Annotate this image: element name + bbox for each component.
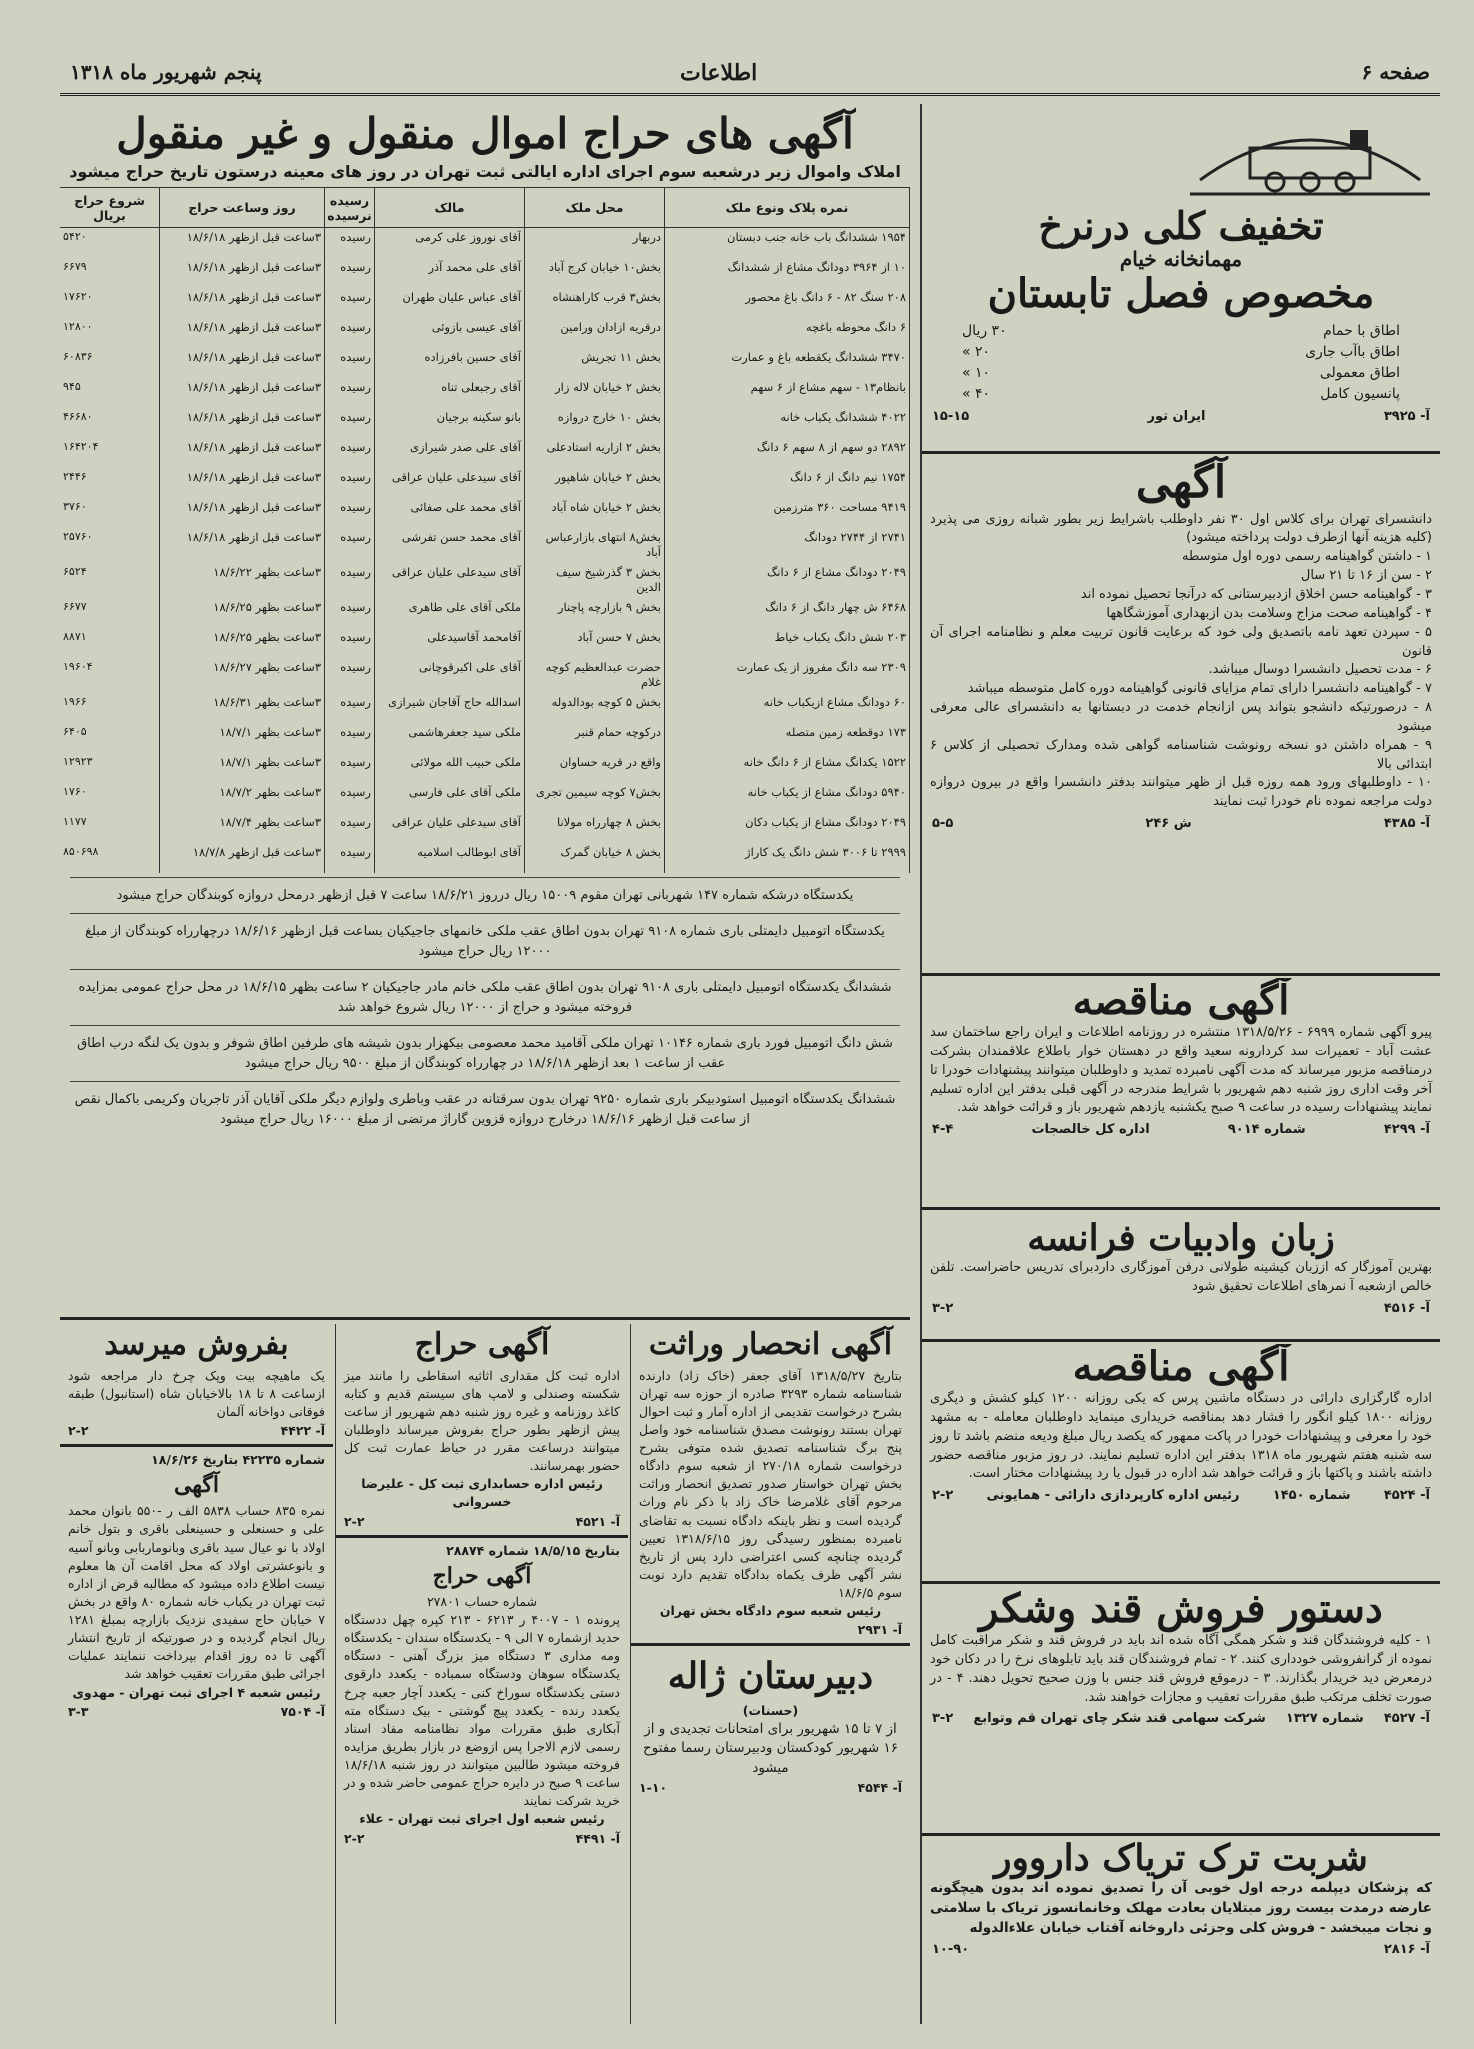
ad-reference: آ- ۴۵۲۷ شماره ۱۳۲۷ شرکت سهامی قند شکر چای تهران قم وتوابع ۳-۲	[932, 1711, 1430, 1727]
table-cell: ۹۴۵	[60, 378, 160, 408]
table-cell: ۳ساعت بظهر ۱۸/۷/۱	[160, 723, 325, 753]
tender-title: آگهی مناقصه	[1072, 1344, 1290, 1390]
table-cell: رسیده	[325, 528, 375, 563]
table-cell: آقای ابوطالب اسلامیه	[375, 843, 525, 873]
mirsad-title: بفروش میرسد	[104, 1327, 289, 1362]
table-cell: ۲۸۹۲ دو سهم از ۸ سهم ۶ دانگ	[665, 438, 910, 468]
auction-table-section	[60, 104, 910, 1320]
ad-reference: آ- ۴۴۲۲ ۲-۲	[60, 1421, 333, 1447]
table-cell: بانظام۱۳ - سهم مشاع از ۶ سهم	[665, 378, 910, 408]
table-cell: دربهار	[525, 228, 665, 258]
table-cell: بخش ۲ خیابان لاله زار	[525, 378, 665, 408]
table-cell: بانو سکینه برجیان	[375, 408, 525, 438]
table-cell: واقع در قریه حساوان	[525, 753, 665, 783]
table-cell: ۳ساعت بظهر ۱۸/۷/۲	[160, 783, 325, 813]
table-cell: آقای علی محمد آذر	[375, 258, 525, 288]
table-cell: آقامحمد آقاسیدعلی	[375, 628, 525, 658]
mirsad-notice-title: آگهی	[173, 1472, 220, 1498]
column-header: رسیده نرسیده	[325, 188, 375, 228]
ad-reference: آ- ۲۸۱۶ ۱۰-۹۰	[932, 1942, 1430, 1958]
table-cell: ۱۵۲۲ یکدانگ مشاع از ۶ دانگ خانه	[665, 753, 910, 783]
table-cell: ۳ساعت قبل ازظهر ۱۸/۶/۱۸	[160, 498, 325, 528]
table-cell: بخش ۵ کوچه بودالدوله	[525, 693, 665, 723]
column-header: مالک	[375, 188, 525, 228]
table-row	[60, 468, 910, 498]
tender-ad-1	[922, 978, 1440, 1210]
table-row	[60, 843, 910, 873]
table-cell: رسیده	[325, 468, 375, 498]
haraj-title: آگهی حراج	[414, 1327, 550, 1362]
table-row	[60, 753, 910, 783]
auction-note: شش دانگ اتومبیل فورد باری شماره ۱۰۱۴۶ تهران ملکی آقامید محمد معصومی بیکهزار بدون شیشه های طرفین اطاق شوفر و بدون یک لنگه درب اطاق عقب از ساعت ۱ بعد ازظهر ۱۸/۶/۱۸ در چهارراه کوبندگان از مبلغ ۹۵۰۰ ریال حراج میشود	[70, 1025, 900, 1081]
column-header: محل ملک	[525, 188, 665, 228]
table-cell: ۳ساعت بظهر ۱۸/۷/۴	[160, 813, 325, 843]
left-column	[60, 104, 910, 2024]
table-cell: ۳۴۷۰ ششدانگ یکقطعه باغ و عمارت	[665, 348, 910, 378]
right-column	[920, 104, 1440, 2024]
table-cell: ۱۰ از ۳۹۶۴ دودانگ مشاع از ششدانگ	[665, 258, 910, 288]
table-cell: ۲۳۰۹ سه دانگ مفروز از یک عمارت	[665, 658, 910, 693]
table-cell: بخش ۱۰ خارج دروازه	[525, 408, 665, 438]
mirsad-body: یک ماهیچه بیت وپک چرخ دار مراجعه شود ازساعت ۸ تا ۱۸ بالاخیابان شاه (استانبول) طبقه فوقانی دواخانه آلمان	[68, 1367, 326, 1419]
table-cell: بخش ۸ خیابان گمرک	[525, 843, 665, 873]
table-cell: آقای عیسی بازوئی	[375, 318, 525, 348]
table-cell: ۴۶۶۸۰	[60, 408, 160, 438]
table-cell: ۳ساعت قبل ازظهر ۱۸/۶/۱۸	[160, 228, 325, 258]
table-cell: ۳ساعت قبل ازظهر ۱۸/۶/۱۸	[160, 318, 325, 348]
table-cell: ملکی حبیب الله مولائی	[375, 753, 525, 783]
table-cell: ۸۵۰۶۹۸	[60, 843, 160, 873]
table-cell: ۶۰۸۳۶	[60, 348, 160, 378]
table-cell: ۳ساعت بظهر ۱۸/۶/۲۵	[160, 598, 325, 628]
table-cell: ۱۹۵۴ ششدانگ باب خانه جنب دبستان	[665, 228, 910, 258]
opium-body: که پزشکان دیپلمه درجه اول خوبی آن را تصدیق نموده اند بدون هیچگونه عارضه درمدت بیست روز مبتلایان بعادت مهلک وخانمانسوز تریاک با سلامتی و نجات میبخشد - فروش کلی وجزئی داروخانه آفتاب خیابان علاءالدوله	[930, 1880, 1432, 1936]
newspaper-name: اطلاعات	[680, 60, 758, 86]
table-cell: بخش۷ کوچه سیمین تجری	[525, 783, 665, 813]
table-cell: حضرت عبدالعظیم کوچه غلام	[525, 658, 665, 693]
table-cell: رسیده	[325, 723, 375, 753]
table-cell: آقای علی اکبرقوچانی	[375, 658, 525, 693]
table-cell: آقای سیدعلی علیان عراقی	[375, 563, 525, 598]
table-cell: بخش ۲ خیابان شاهپور	[525, 468, 665, 498]
table-cell: رسیده	[325, 498, 375, 528]
column-header: نمره پلاک ونوع ملک	[665, 188, 910, 228]
price-row: پانسیون کامل ۴۰ »	[962, 385, 1400, 402]
table-cell: بخش ۲ ازاریه استادعلی	[525, 438, 665, 468]
haraj-notice-signer: رئیس شعبه اول اجرای ثبت تهران - علاء	[359, 1811, 605, 1827]
table-cell: ۳ساعت قبل ازظهر ۱۸/۶/۱۸	[160, 468, 325, 498]
tender-title: آگهی مناقصه	[1072, 978, 1290, 1024]
haraj-notice-sub: شماره حساب ۲۷۸۰۱	[426, 1593, 538, 1609]
table-cell: ۱۷۳ دوقطعه زمین متصله	[665, 723, 910, 753]
table-cell: ۲۰۳ شش دانگ یکباب خیاط	[665, 628, 910, 658]
table-cell: ۳ساعت قبل ازظهر ۱۸/۶/۱۸	[160, 348, 325, 378]
mirsad-notice-number: شماره ۴۲۲۳۵ بتاریخ ۱۸/۶/۲۶	[151, 1451, 325, 1467]
table-cell: بخش۸ انتهای بازارعباس آباد	[525, 528, 665, 563]
table-cell: ۳ساعت بظهر ۱۸/۶/۲۵	[160, 628, 325, 658]
table-cell: رسیده	[325, 408, 375, 438]
table-cell: رسیده	[325, 813, 375, 843]
table-cell: ۱۷۶۲۰	[60, 288, 160, 318]
price-row: اطاق با حمام ۳۰ ریال	[962, 322, 1400, 339]
table-row	[60, 723, 910, 753]
table-cell: ۸۸۷۱	[60, 628, 160, 658]
table-cell: ۱۶۴۲۰۴	[60, 438, 160, 468]
table-cell: ۱۹۶۶	[60, 693, 160, 723]
table-cell: رسیده	[325, 753, 375, 783]
table-cell: ۴۰۲۲ ششدانگ یکباب خانه	[665, 408, 910, 438]
zhaleh-subtitle: (حسنات)	[742, 1702, 799, 1718]
table-cell: ۶۴۶۸ ش چهار دانگ از ۶ دانگ	[665, 598, 910, 628]
sugar-body: ۱ - کلیه فروشندگان قند و شکر همگی آگاه شده اند باید در فروش قند و شکر مراقبت کامل نموده از گرانفروشی خودداری کنند. ۲ - تمام فروشندگان قند باید تابلوهای نرخ را در دکان خود درمعرض دید خریدار بگذارند. ۳ - درموقع فروش قند جنس با وزن صحیح تحویل دهند. ۴ - در صورت تخلف مرتکب طبق مقررات تعقیب و مجازات خواهند شد.	[930, 1633, 1432, 1705]
table-cell: ۶۰ دودانگ مشاع ازیکباب خانه	[665, 693, 910, 723]
table-cell: درکوچه حمام قنبر	[525, 723, 665, 753]
page-number: صفحه ۶	[1361, 60, 1430, 84]
table-cell: ۲۰۸ سنگ ۸۲ - ۶ دانگ باغ محصور	[665, 288, 910, 318]
table-row	[60, 693, 910, 723]
table-cell: ۱۷۵۴ نیم دانگ از ۶ دانگ	[665, 468, 910, 498]
table-cell: بخش۱۰ خیابان کرج آباد	[525, 258, 665, 288]
issue-date: پنجم شهریور ماه ۱۳۱۸	[70, 60, 262, 84]
tender-body: اداره گارگزاری دارائی در دستگاه ماشین پرس که یکی روزانه ۱۲۰۰ کیلو کشش و دیگری روزانه ۱۸۰۰ کیلو انگور را فشار دهد بمناقصه خریداری مینماید داوطلبان معامله - به مشهد خود را معرفی و پیشنهادات خودرا در پاکت ممهور که یکصد ریال مبلغ ودیعه منضم باشد تا روز سه شنبه هفتم شهریور ماه ۱۳۱۸ بدفتر این اداره تسلیم نمایند. در روز مزبور مناقصه حضور داشته باشند و پاکتها باز و قرائت خواهد شد اداره در قبول یا رد پیشنهادات مختار است.	[930, 1391, 1432, 1482]
table-cell: رسیده	[325, 598, 375, 628]
table-row	[60, 598, 910, 628]
table-row	[60, 288, 910, 318]
table-cell: رسیده	[325, 438, 375, 468]
table-cell: بخش ۹ بازارچه پاچنار	[525, 598, 665, 628]
table-row	[60, 658, 910, 693]
table-row	[60, 258, 910, 288]
table-cell: بخش ۸ چهارراه مولانا	[525, 813, 665, 843]
table-cell: ۲۰۴۹ دودانگ مشاع از یکباب دکان	[665, 813, 910, 843]
table-cell: آقای نوروز علی کرمی	[375, 228, 525, 258]
table-cell: رسیده	[325, 318, 375, 348]
table-cell: رسیده	[325, 783, 375, 813]
price-row: اطاق معمولی ۱۰ »	[962, 364, 1400, 381]
table-cell: رسیده	[325, 693, 375, 723]
ad-reference: آ- ۴۵۱۶ ۳-۲	[932, 1301, 1430, 1317]
table-cell: ۳ساعت قبل ازظهر ۱۸/۶/۱۸	[160, 378, 325, 408]
zhaleh-body: از ۷ تا ۱۵ شهریور برای امتحانات تجدیدی و از ۱۶ شهریور کودکستان ودبیرستان رسما مفتوح میشود	[643, 1720, 898, 1776]
french-body: بهترین آموزگار که اززبان کیشینه طولانی درفن آموزگاری داردبرای تدریس حاضراست. تلفن خالص ازشعبه آ نمرهای اطلاعات تحقیق شود	[930, 1260, 1432, 1295]
table-cell: آقای حسین بافرزاده	[375, 348, 525, 378]
for-sale-ad	[60, 1324, 333, 2024]
train-logo-icon	[1180, 110, 1440, 200]
ad-reference: آ- ۳۹۲۵ ایران تور ۱۵-۱۵	[932, 408, 1430, 424]
auction-title: آگهی های حراج اموال منقول و غیر منقول	[116, 109, 854, 158]
khayam-hotel-ad	[922, 104, 1440, 454]
table-cell: رسیده	[325, 843, 375, 873]
table-cell: آقای محمد حسن تفرشی	[375, 528, 525, 563]
table-cell: ملکی آقای علی طاهری	[375, 598, 525, 628]
table-cell: بخش ۳ گذرشیخ سیف الدین	[525, 563, 665, 598]
auction-table	[60, 187, 910, 873]
mirsad-notice-signer: رئیس شعبه ۴ اجرای ثبت تهران - مهدوی	[72, 1684, 321, 1700]
table-cell: آقای محمد علی صفائی	[375, 498, 525, 528]
table-cell: ۲۵۷۶۰	[60, 528, 160, 563]
table-cell: آقای علی صدر شیرازی	[375, 438, 525, 468]
ad-reference: آ- ۴۲۹۹ شماره ۹۰۱۴ اداره کل خالصجات ۴-۴	[932, 1122, 1430, 1138]
table-cell: ۳ساعت قبل ازظهر ۱۸/۷/۸	[160, 843, 325, 873]
table-cell: ۶۵۲۴	[60, 563, 160, 598]
auction-note: ششدانگ یکدستگاه اتومبیل دایمتلی باری ۹۱۰۸ تهران بدون اطاق عقب ملکی خانم مادر جاجیکیان ۲ ساعت بظهر ۱۸/۶/۱۵ در محل حراج عمومی بمزایده فروخته میشود و حراج از ۱۲۰۰۰ ریال شروع خواهد شد	[70, 969, 900, 1025]
inheritance-signer: رئیس شعبه سوم دادگاه بخش تهران	[659, 1603, 882, 1619]
table-cell: بخش ۱۱ تجریش	[525, 348, 665, 378]
table-row	[60, 498, 910, 528]
table-cell: ۶۶۷۷	[60, 598, 160, 628]
sugar-title: دستور فروش قند وشکر	[979, 1586, 1383, 1632]
table-cell: رسیده	[325, 228, 375, 258]
table-row	[60, 378, 910, 408]
auction-notice-ad	[335, 1324, 628, 2024]
table-cell: ۹۴۱۹ مساحت ۳۶۰ مترزمین	[665, 498, 910, 528]
ad-reference: آ- ۴۳۸۵ ش ۲۴۶ ۵-۵	[932, 816, 1430, 832]
table-cell: ۲۰۴۹ دودانگ مشاع از ۶ دانگ	[665, 563, 910, 598]
table-cell: ملکی سید جعفرهاشمی	[375, 723, 525, 753]
ad-reference: آ- ۴۴۹۱ ۲-۲	[344, 1830, 620, 1846]
auction-table-body	[60, 228, 910, 873]
inheritance-ad	[630, 1324, 910, 2024]
haraj-notice-body: پرونده ۱ - ۴۰۰۷ ر ۶۲۱۳ - ۲۱۳ کپره چهل ددستگاه حدید ازشماره ۷ الی ۹ - یکدستگاه سندان - یکدستگاه ومه مداری ۳ دستگاه میز بزرگ آهنی - دستگاه یکدستگاه سوهان ودستگاه سمباده - یکعدد دارقوی دستی یکدستگاه سوراخ کنی - یکعدد آچار جعبه چرخ یکعدد رنده - یکعدد پیچ گوشتی - بیک دستگاه مته آبکاری طبق مقررات مواد نظامنامه مفاد اسناد رسمی لازم الاجرا پس ازوضع در بازار بطریق مزایده فروخته میشود طالبین میتوانند در روز شنبه ۱۸/۶/۱۸ ساعت ۹ صبح در دایره حراج عمومی حاضر شده و در خرید شرکت نمایند	[344, 1612, 620, 1809]
haraj-signer: رئیس اداره حسابداری ثبت کل - علیرضا خسروانی	[361, 1476, 603, 1510]
table-row	[60, 783, 910, 813]
mirsad-notice-body: نمره ۸۳۵ حساب ۵۸۳۸ الف ر -۵۵۰ بانوان محمد علی و حسنعلی و حسینعلی باقری و بتول خانم اولاد با نو عیال سید باقری وبانوماربابی وبانو آسیه و بانوعشرتی اولاد که محل اقامت آن ها معلوم نیست اطلاع داده میشود که مطالبه قرض از اداره ثبت تهران در یکباب خانه شماره ۸۰ واقع در بخش ۷ خیابان حاج سفیدی نزدیک بازارچه بمبلغ ۱۲۸۱ ریال انجام گردیده و در صورتیکه از تاریخ انتشار آگهی تا ده روز اقدام بپرداخت ننمایند عملیات اجرائی طبق مقررات تعقیب خواهد شد	[68, 1503, 325, 1682]
table-cell: بخش۳ قرب کاراهنشاه	[525, 288, 665, 318]
opium-title: شربت ترک تریاک داروور	[994, 1838, 1368, 1879]
table-cell: ۲۷۴۱ از ۲۷۴۴ دودانگ	[665, 528, 910, 563]
table-row	[60, 563, 910, 598]
table-cell: ۵۴۲۰	[60, 228, 160, 258]
table-row	[60, 628, 910, 658]
price-list	[922, 321, 1440, 405]
ad-reference: آ- ۷۵۰۴ ۳-۳	[68, 1703, 325, 1719]
table-cell: رسیده	[325, 288, 375, 318]
table-cell: رسیده	[325, 628, 375, 658]
ad-reference: آ- ۲۹۳۱	[631, 1620, 910, 1646]
table-cell: ۳ساعت بظهر ۱۸/۶/۲۷	[160, 658, 325, 693]
table-row	[60, 408, 910, 438]
table-cell: آقای سیدعلی علیان عراقی	[375, 813, 525, 843]
newspaper-page	[60, 50, 1440, 2030]
khayam-headline: مخصوص فصل تابستان	[987, 269, 1375, 317]
table-row	[60, 228, 910, 258]
table-cell: ۲۹۹۹ تا ۳۰۰۶ شش دانگ یک کاراژ	[665, 843, 910, 873]
table-cell: ملکی آقای علی فارسی	[375, 783, 525, 813]
opium-cure-ad	[922, 1838, 1440, 2024]
table-row	[60, 348, 910, 378]
table-cell: اسدالله حاج آقاجان شیرازی	[375, 693, 525, 723]
price-row: اطاق باآب جاری ۲۰ »	[962, 343, 1400, 360]
haraj-notice-date: بتاریخ ۱۸/۵/۱۵ شماره ۲۸۸۷۴	[446, 1542, 620, 1558]
sugar-sales-ad	[922, 1586, 1440, 1836]
table-cell: بخش ۲ خیابان شاه آباد	[525, 498, 665, 528]
table-cell: آقای سیدعلی علیان عراقی	[375, 468, 525, 498]
khayam-title: تخفیف کلی درنرخ	[1038, 203, 1324, 248]
auction-note: یکدستگاه اتومبیل دایمتلی باری شماره ۹۱۰۸ تهران بدون اطاق عقب ملکی خانمهای جاجیکیان بساعت قبل ازظهر ۱۸/۶/۱۶ درچهارراه کوبندگان از مبلغ ۱۲۰۰۰ ریال حراج میشود	[70, 913, 900, 969]
table-cell: ۶۶۷۹	[60, 258, 160, 288]
table-cell: ۳ساعت قبل ازظهر ۱۸/۶/۱۸	[160, 408, 325, 438]
french-lessons-ad	[922, 1212, 1440, 1342]
table-cell: ۱۲۹۲۳	[60, 753, 160, 783]
table-row	[60, 813, 910, 843]
haraj-body: اداره ثبت کل مقداری اثاثیه اسقاطی را مانند میز شکسته وصندلی و لامپ های سیستم قدیم و کتابه کاغذ روزنامه و غیره روز شنبه دهم شهریور از ساعت پیش ازظهر بطور حراج بفروش میرساند داوطلبان میتوانند درساعت مقرر در حیاط عمارت ثبت کل حضور بهمرسانند.	[344, 1367, 620, 1474]
daneshsara-items: ۱ - داشتن گواهینامه رسمی دوره اول متوسطه ۲ - سن از ۱۶ تا ۲۱ سال ۳ - گواهینامه حسن اخلاق ازدبیرستانی که درآنجا تحصیل نموده اند ۴ - گواهینامه صحت مزاج وسلامت بدن ازبهداری آموزشگاهها ۵ - سپردن تعهد نامه باتصدیق ولی خود که برعایت قانون تربیت معلم و نظامنامه اجرای آن قانون ۶ - مدت تحصیل دانشسرا دوسال میباشد. ۷ - گواهینامه دانشسرا دارای تمام مزایای قانونی گواهینامه دوره کامل متوسطه میباشد ۸ - درصورتیکه دانشجو بتواند پس ازانجام خدمت در دبستانها به دانشسرای عالی معرفی میشود ۹ - همراه داشتن دو نسخه رونوشت شناسنامه گواهی شده ومدارک تحصیلی از کلاس ۶ ابتدائی بالا ۱۰ - داوطلبهای ورود همه روزه قبل از ظهر میتوانند بدفتر دانشسرا واقع در بیرون دروازه دولت مراجعه نموده نام خودرا ثبت نمایند	[930, 549, 1432, 810]
table-cell: ۳ساعت قبل ازظهر ۱۸/۶/۱۸	[160, 438, 325, 468]
table-cell: ۱۷۶۰	[60, 783, 160, 813]
auction-note: یکدستگاه درشکه شماره ۱۴۷ شهربانی تهران مقوم ۱۵۰۰۹ ریال درروز ۱۸/۶/۲۱ ساعت ۷ قبل ازظهر درمحل دروازه کوبندگان حراج میشود	[70, 877, 900, 914]
table-cell: ۳ساعت بظهر ۱۸/۶/۳۱	[160, 693, 325, 723]
column-header: روز وساعت حراج	[160, 188, 325, 228]
table-cell: رسیده	[325, 378, 375, 408]
table-cell: ۳۷۶۰	[60, 498, 160, 528]
table-cell: ۱۹۶۰۴	[60, 658, 160, 693]
column-header: شروع حراج بریال	[60, 188, 160, 228]
ad-reference: آ- ۴۵۲۴ شماره ۱۴۵۰ رئیس اداره کارپردازی دارائی - همایونی ۲-۲	[932, 1488, 1430, 1504]
table-cell: ۳ساعت قبل ازظهر ۱۸/۶/۱۸	[160, 528, 325, 563]
tender-ad-2	[922, 1344, 1440, 1584]
table-cell: ۲۴۴۶	[60, 468, 160, 498]
inheritance-title: آگهی انحصار وراثت	[648, 1327, 893, 1362]
table-cell: ۳ساعت بظهر ۱۸/۷/۱	[160, 753, 325, 783]
page-header	[60, 50, 1440, 96]
auction-subtitle: املاک واموال زیر درشعبه سوم اجرای اداره ایالتی ثبت تهران در روز های معینه درستون تاریخ حراج میشود	[69, 162, 901, 182]
table-row	[60, 318, 910, 348]
inheritance-body: بتاریخ ۱۳۱۸/۵/۲۷ آقای جعفر (خاک زاد) دارنده شناسنامه شماره ۳۲۹۳ صادره از حوزه سه تهران بشرح درخواست تقدیمی از اداره آمار و ثبت احوال تهران بستند رونوشت مصدق شناسنامه خود واصل پنج برگ شناسنامه تصدیق شده متوفی بشرح درخواست شماره ۲۷۰/۱۸ از شعبه سوم دادگاه بخش تهران خواستار صدور تصدیق انحصار وراثت مرحوم آقای غلامرضا خاک زاد با ذکر نام وراث گردیده است و نظر باینکه دادگاه نسبت به تقاضای نامبرده بمنظور رسیدگی روز ۱۳۱۸/۶/۱۵ تعیین گردیده چنانچه کسی اعتراضی دارد پس از تاریخ نشر آگهی ظرف یکماه بدادگاه تقدیم دارد نوبت سوم ۱۸/۶/۵	[639, 1367, 903, 1600]
table-cell: آقای عباس علیان طهران	[375, 288, 525, 318]
daneshsara-intro: دانشسرای تهران برای کلاس اول ۳۰ نفر داوطلب باشرایط زیر بطور شبانه روزی می پذیرد (کلیه هزینه آنها ازطرف دولت پرداخته میشود)	[930, 511, 1432, 546]
ad-reference: آ- ۴۵۴۴ ۱-۱۰	[639, 1780, 902, 1796]
table-cell: آقای رجبعلی تناه	[375, 378, 525, 408]
auction-note: ششدانگ یکدستگاه اتومبیل استودبیکر باری شماره ۹۲۵۰ تهران بدون سرقتانه در عقب وباطری ولوازم دیگر ملکی آقایان آذر تاجریان وکریمی باکمال نقص از ساعت قبل ازظهر ۱۸/۶/۱۶ درخارج دروازه قزوین گاراژ مرتضی از مبلغ ۱۶۰۰۰ ریال حراج میشود	[70, 1081, 900, 1137]
table-header-row	[60, 188, 910, 228]
table-cell: ۱۲۸۰۰	[60, 318, 160, 348]
french-title: زبان وادبیات فرانسه	[1027, 1217, 1335, 1259]
zhaleh-title: دبیرستان ژاله	[667, 1655, 874, 1698]
table-cell: رسیده	[325, 258, 375, 288]
table-cell: ۶۴۰۵	[60, 723, 160, 753]
table-cell: درقریه ازادان ورامین	[525, 318, 665, 348]
table-cell: ۵۹۴۰ دودانگ مشاع از یکباب خانه	[665, 783, 910, 813]
table-row	[60, 438, 910, 468]
haraj-notice-title: آگهی حراج	[432, 1562, 532, 1589]
table-cell: رسیده	[325, 563, 375, 598]
table-row	[60, 528, 910, 563]
table-cell: رسیده	[325, 348, 375, 378]
khayam-subtitle: مهمانخانه خیام	[1119, 246, 1243, 271]
ad-reference: آ- ۴۵۲۱ ۲-۲	[336, 1512, 628, 1538]
table-cell: ۱۱۷۷	[60, 813, 160, 843]
table-cell: ۳ساعت بظهر ۱۸/۶/۲۲	[160, 563, 325, 598]
table-cell: رسیده	[325, 658, 375, 693]
table-cell: ۳ساعت قبل ازظهر ۱۸/۶/۱۸	[160, 258, 325, 288]
table-cell: ۳ساعت قبل ازظهر ۱۸/۶/۱۸	[160, 288, 325, 318]
daneshsara-ad	[922, 456, 1440, 976]
table-cell: بخش ۷ حسن آباد	[525, 628, 665, 658]
daneshsara-title: آگهی	[1135, 457, 1227, 508]
auction-notes	[60, 873, 910, 1142]
tender-body: پیرو آگهی شماره ۶۹۹۹ - ۱۳۱۸/۵/۲۶ منتشره در روزنامه اطلاعات و ایران راجع ساختمان سد عشت آباد - تعمیرات سد کردارونه سعید واقع در دهستان خوار باطلاع علاقمندان بشرکت درمناقصه مزبور میرساند که مدت آگهی نامبرده تمدید و داوطلبان میتوانند پیشنهادات خودرا تا آخر وقت اداری روز شنبه دهم شهریور با شرایط مندرجه در آگهی قبلی بدفتر این اداره تسلیم نمایند پیشنهادات رسیده در ساعت ۹ صبح یکشنبه یازدهم شهریور باز و قرائت خواهد شد.	[930, 1025, 1432, 1116]
table-cell: ۶ دانگ محوطه باغچه	[665, 318, 910, 348]
